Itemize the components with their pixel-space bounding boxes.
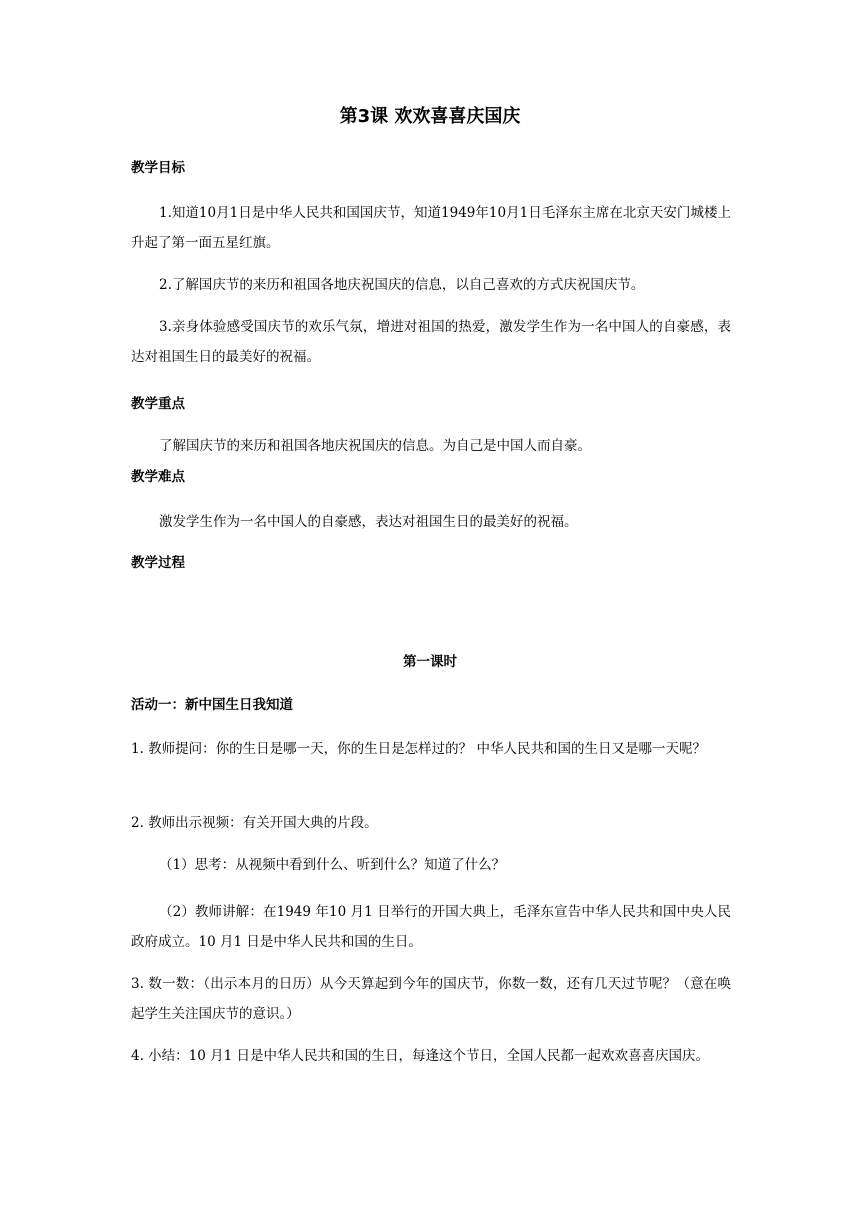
lesson-title: 第一课时 bbox=[403, 654, 457, 670]
step-item: 4. 小结：10 月1 日是中华人民共和国的生日，每逢这个节日，全国人民都一起欢欢喜喜庆国庆。 bbox=[131, 1048, 710, 1064]
key-points-heading: 教学重点 bbox=[131, 396, 185, 412]
step-item: 2. 教师出示视频：有关开国大典的片段。 bbox=[131, 815, 378, 831]
key-points-text: 了解国庆节的来历和祖国各地庆祝国庆的信息。为自己是中国人而自豪。 bbox=[159, 438, 591, 454]
objective-item: 1.知道10月1日是中华人民共和国国庆节，知道1949年10月1日毛泽东主席在北京天安门城楼上升起了第一面五星红旗。 bbox=[131, 205, 731, 251]
difficulties-heading: 教学难点 bbox=[131, 469, 185, 485]
difficulties-text: 激发学生作为一名中国人的自豪感，表达对祖国生日的最美好的祝福。 bbox=[159, 514, 578, 530]
step-item: 3. 数一数：（出示本月的日历）从今天算起到今年的国庆节，你数一数，还有几天过节呢？（意在唤起学生关注国庆节的意识。） bbox=[131, 976, 731, 1022]
activity-title: 活动一：新中国生日我知道 bbox=[131, 697, 293, 713]
objective-item: 3.亲身体验感受国庆节的欢乐气氛，增进对祖国的热爱，激发学生作为一名中国人的自豪感，表达对祖国生日的最美好的祝福。 bbox=[131, 319, 731, 365]
step-item: （1）思考：从视频中看到什么、听到什么？知道了什么？ bbox=[159, 857, 506, 873]
objectives-heading: 教学目标 bbox=[131, 160, 185, 176]
step-item: （2）教师讲解：在1949 年10 月1 日举行的开国大典上，毛泽东宣告中华人民共和国中央人民政府成立。10 月1 日是中华人民共和国的生日。 bbox=[131, 904, 731, 950]
document-title: 第3课 欢欢喜喜庆国庆 bbox=[339, 106, 521, 127]
step-item: 1. 教师提问：你的生日是哪一天，你的生日是怎样过的？ 中华人民共和国的生日又是哪一天呢？ bbox=[131, 741, 706, 757]
objective-item: 2.了解国庆节的来历和祖国各地庆祝国庆的信息，以自己喜欢的方式庆祝国庆节。 bbox=[159, 277, 645, 293]
process-heading: 教学过程 bbox=[131, 555, 185, 571]
